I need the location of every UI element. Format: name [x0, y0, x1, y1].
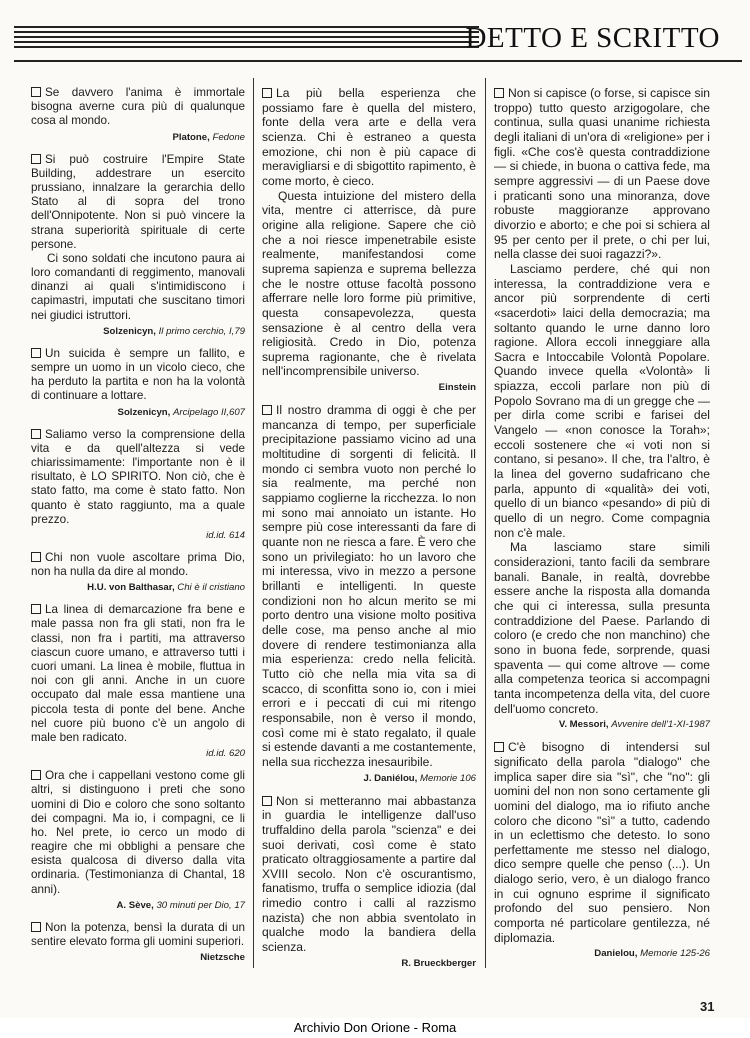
quote-paragraph: [262, 189, 476, 380]
quote-paragraph: [262, 86, 476, 189]
quote-text: Un suicida è sempre un fallito, e sempre un uomo in un vicolo cieco, che ha perduto la partita e non ha la volontà di continuare a lottare.: [31, 346, 245, 403]
quote-item: [31, 921, 245, 964]
quote-paragraph: [494, 86, 710, 262]
header-underline: [14, 60, 742, 62]
quote-paragraph: [31, 153, 245, 252]
quote-source: [262, 772, 476, 785]
quote-work: id.id. 614: [206, 529, 245, 541]
quote-text: Non si capisce (o forse, si capisce sin troppo) tutto questo arzigogolare, che continua, sulla quasi unanime richiesta degli italiani di un'ora di «religione» per i figli. «Che cos'è questa contraddizione — si chiede, in buona o cattiva fede, ma sempre aggressivi — di un Paese dove i praticanti sono una minoranza, dove robuste maggioranze approvano divorzio e aborto; e che poi si schiera al 95 per cento per il prete, o chi per lui, nella classe dei suoi ragazzi?».: [494, 86, 710, 262]
quote-source: [494, 718, 710, 731]
checkbox-square-icon: [31, 154, 41, 164]
quote-text: Non la potenza, bensì la durata di un sentire elevato forma gli uomini superiori.: [31, 920, 245, 948]
archive-footer: Archivio Don Orione - Roma: [0, 1018, 750, 1038]
quote-paragraph: [262, 403, 476, 769]
quote-author: Nietzsche: [200, 952, 245, 964]
quote-paragraph: [31, 428, 245, 527]
quote-work: Memorie 125-26: [640, 948, 710, 960]
quote-paragraph: [31, 347, 245, 404]
quote-text: Ma lasciamo stare simili considerazioni, tanto facili da sembrare banali. Banale, in realtà, dovrebbe essere anche la risposta alla domanda che qui ci interessa, sulla presunta contraddizione del Paese. Parlando di coloro (e credo che non manchino) che sono in buona fede, sorprende, quasi spaventa — qui come altrove — come alla competenza teorica si accompagni tanta incompetenza della vita, del cuore dell'uomo concreto.: [494, 540, 710, 716]
quote-work: Avvenire dell'1-XI-1987: [611, 719, 710, 731]
quote-source: [31, 747, 245, 760]
quote-text: Ora che i cappellani vestono come gli altri, si distinguono i preti che sono uomini di Dio e coloro che sono soltanto dei compagni. Ma io, i compagni, ce li ho. Nel prete, io cerco un modo di reagire che mi obblighi a pensare che esista qualcosa di diverso dalla vita ordinaria. (Testimonianza di Chantal, 18 anni).: [31, 769, 245, 896]
quote-work: Fedone: [212, 131, 245, 143]
quote-source: [262, 381, 476, 394]
quote-author: R. Brueckberger: [401, 957, 476, 969]
quote-paragraph: [494, 740, 710, 945]
quote-text: Non si metteranno mai abbastanza in guardia le intelligenze dall'uso truffaldino della parola "scienza" e dei suoi derivati, così come è stato praticato oltraggiosamente a partire dal XVIII secolo. Non c'è oscurantismo, fanatismo, truffa o semplice idiozia (dal rimedio contro i calli al razzismo nazista) che non abbia sventolato in qualche modo la bandiera della scienza.: [262, 793, 476, 955]
checkbox-square-icon: [494, 742, 504, 752]
quote-author: Danielou,: [594, 948, 638, 960]
quote-text: La linea di demarcazione fra bene e male passa non fra gli stati, non fra le classi, non fra i partiti, ma attraverso ciascun cuore umano, e attraverso tutti i cuori umani. La linea è mobile, fluttua in noi con gli anni. Anche in un cuore occupato dal male essa mantiene una piccola testa di ponte del bene. Anche nel cuore più buono c'è un angolo di male ben radicato.: [31, 603, 245, 744]
checkbox-square-icon: [262, 796, 272, 806]
quote-item: [262, 403, 476, 784]
section-header: [14, 20, 742, 60]
quote-source: [31, 406, 245, 419]
quote-text: C'è bisogno di intendersi sul significato della parola "dialogo" che implica saper dire sia "sì", che "no": gli uomini del non non sono certamente gli uomini del dialogo, ma io rifiuto anche coloro che dicono "sì" a tutto, cadendo in un eclettismo che detesto. Io sono perfettamente me stesso nel dialogo, dico sempre quelle che penso (...). Un dialogo serio, vero, è un dialogo franco in cui ognuno esprime il significato profondo del suo pensiero. Non comporta né particolare gentilezza, né diplomazia.: [494, 740, 710, 945]
checkbox-square-icon: [31, 604, 41, 614]
quote-paragraph: [31, 252, 245, 323]
checkbox-square-icon: [31, 770, 41, 780]
quote-paragraph: [31, 603, 245, 745]
quote-item: [31, 153, 245, 338]
quote-work: id.id. 620: [206, 748, 245, 760]
quote-source: [31, 951, 245, 964]
quote-author: A. Sève,: [116, 899, 154, 911]
column-divider: [253, 78, 254, 968]
quote-item: [31, 86, 245, 144]
checkbox-square-icon: [262, 88, 272, 98]
quote-item: [262, 86, 476, 394]
quote-item: [31, 428, 245, 542]
quote-text: Questa intuizione del mistero della vita, mentre ci atterrisce, dà pure origine alla religione. Sapere che ciò che a noi riesce impenetrabile esiste realmente, manifestandosi come suprema sapienza e suprema bellezza che le nostre ottuse facoltà possono afferrare nelle loro forme più primitive, questa consapevolezza, questa sensazione è al centro della vera religiosità. Credo in Dio, potenza suprema ragionante, che è rivelata nell'incomprensibile universo.: [262, 188, 476, 379]
quote-paragraph: [31, 921, 245, 949]
quote-source: [31, 131, 245, 144]
quote-text: Ci sono soldati che incutono paura ai loro comandanti di reggimento, manovali dinanzi ai quali s'intimidiscono i capimastri, imputati che suscitano timori nei giudici istruttori.: [31, 251, 245, 322]
quote-paragraph: [494, 262, 710, 540]
checkbox-square-icon: [31, 87, 41, 97]
column-divider: [485, 78, 486, 968]
quote-paragraph: [494, 540, 710, 716]
quote-paragraph: [31, 551, 245, 579]
quote-text: Il nostro dramma di oggi è che per mancanza di tempo, per superficiale precipitazione passiamo vicino ad una moltitudine di sorgenti di felicità. Il mondo ci sembra vuoto non perché lo sia realmente, ma perché non sappiamo coglierne la ricchezza. Io non mi sono mai annoiato un istante. Ho sempre più cose interessanti da fare di quante non ne riesca a fare. È vero che sono un privilegiato: ho un lavoro che mi interessa, vivo in mezzo a persone brillanti e intelligenti. In queste condizioni non ho alcun merito se mi porto dentro una visione molto positiva delle cose, ma penso anche al mio dovere di rendere testimonianza alla mia esperienza: credo nella felicità. Tutto ciò che nella mia vita sa di scacco, di sconfitta sono io, con i miei errori e i peccati di cui mi ritengo responsabile, non è verso il mondo, così come mi è stato regalato, il quale si estende davanti a me costantemente, nella sua ricchezza inesauribile.: [262, 403, 476, 769]
quote-work: Memorie 106: [420, 772, 476, 784]
quote-work: 30 minuti per Dio, 17: [156, 899, 245, 911]
header-rules: [14, 26, 479, 51]
section-title: DETTO E SCRITTO: [465, 22, 720, 54]
quote-item: [262, 794, 476, 970]
quote-paragraph: [262, 794, 476, 955]
quote-text: Saliamo verso la comprensione della vita e da quell'altezza si vede chiarissimamente: l'importante non è il risultato, è LO SPIRITO. Non ciò, che è stato fatto, ma come è stato fatto. Non quanto è stato raggiunto, ma a quale prezzo.: [31, 427, 245, 526]
checkbox-square-icon: [31, 429, 41, 439]
quote-source: [494, 947, 710, 960]
quote-item: [31, 603, 245, 760]
quote-author: V. Messori,: [558, 719, 609, 731]
column-right: [494, 86, 710, 969]
quote-paragraph: [31, 86, 245, 129]
checkbox-square-icon: [31, 922, 41, 932]
quote-item: [31, 769, 245, 912]
quote-item: [31, 551, 245, 594]
page-number: 31: [700, 999, 715, 1014]
quote-source: [31, 529, 245, 542]
quote-source: [262, 957, 476, 970]
quote-text: Se davvero l'anima è immortale bisogna averne cura più di qualunque cosa al mondo.: [31, 86, 245, 128]
quote-source: [31, 581, 245, 594]
quote-author: H.U. von Balthasar,: [87, 582, 175, 594]
quote-item: [494, 740, 710, 960]
quote-work: Il primo cerchio, I,79: [158, 325, 245, 337]
quote-paragraph: [31, 769, 245, 897]
checkbox-square-icon: [494, 88, 504, 98]
quote-author: J. Daniélou,: [363, 772, 418, 784]
column-left: [31, 86, 245, 973]
quote-author: Platone,: [172, 131, 210, 143]
quote-item: [31, 347, 245, 419]
quote-text: La più bella esperienza che possiamo fare è quella del mistero, fonte della vera arte e della vera scienza. Chi è estraneo a questa emozione, chi non è più capace di meravigliarsi e di sbigottito rapimento, è come morto, è cieco.: [262, 86, 476, 188]
quote-text: Lasciamo perdere, ché qui non interessa, la contraddizione vera e ancor più sorprendente di certi «sacerdoti» laici della democrazia; ma soltanto quando le urne danno loro ragione. Allora eccoli inneggiare alla Sacra e Intoccabile Volontà Popolare. Quando invece quella «Volontà» li spiazza, eccoli parlare non più di Popolo Sovrano ma di un gregge che — per dirla come scribi e farisei del Vangelo — «non conosce la Torah»; eccoli sostenere che «i voti non si contano, si pesano». Il che, tra l'altro, è la linea del governo sudafricano che parla, appunto di «qualità» dei voti, quello di un bianco «pesando» di più di quello di un negro. Come compagnia non c'è male.: [494, 261, 710, 540]
quote-author: Solzenicyn,: [117, 406, 171, 418]
quote-item: [494, 86, 710, 731]
quote-author: Einstein: [438, 382, 476, 394]
quote-source: [31, 899, 245, 912]
checkbox-square-icon: [262, 405, 272, 415]
quote-author: Solzenicyn,: [103, 325, 156, 337]
quote-work: Chi è il cristiano: [177, 582, 245, 594]
quote-work: Arcipelago II,607: [173, 406, 245, 418]
quote-text: Si può costruire l'Empire State Building, addestrare un esercito prussiano, innalzare la gerarchia dello Stato al di sopra del trono dell'Onnipotente. Non si può vincere la strana superiorità spirituale di certe persone.: [31, 152, 245, 251]
column-middle: [262, 86, 476, 979]
quote-source: [31, 325, 245, 338]
checkbox-square-icon: [31, 552, 41, 562]
quote-text: Chi non vuole ascoltare prima Dio, non ha nulla da dire al mondo.: [31, 550, 245, 579]
checkbox-square-icon: [31, 348, 41, 358]
